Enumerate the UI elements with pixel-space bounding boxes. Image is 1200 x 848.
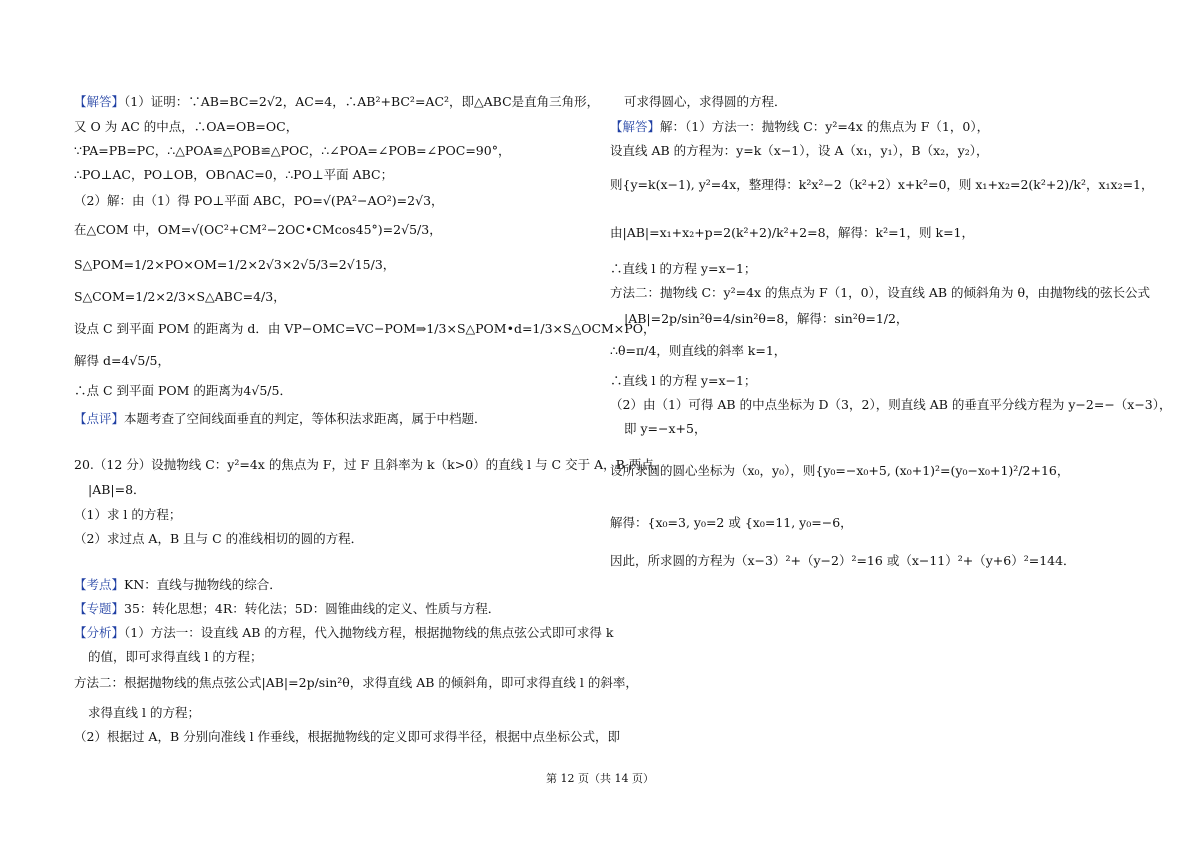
analysis-line: 【分析】（1）方法一：设直线 AB 的方程，代入抛物线方程，根据抛物线的焦点弦公式即可求得 k (74, 625, 614, 640)
text-line: 解得：{x₀=3, y₀=2 或 {x₀=11, y₀=−6， (610, 515, 853, 530)
knowledge-tag: 【考点】 (74, 577, 125, 592)
page-footer: 第 12 页（共 14 页） (546, 772, 654, 785)
text-line: |AB|=2p/sin²θ=4/sin²θ=8，解得：sin²θ=1/2， (624, 311, 909, 326)
text-line: 方法二：根据抛物线的焦点弦公式|AB|=2p/sin²θ，求得直线 AB 的倾斜角，即可求得直线 l 的斜率， (74, 675, 638, 690)
text-line: （2）根据过 A，B 分别向准线 l 作垂线，根据抛物线的定义即可求得半径，根据中点坐标公式，即 (74, 729, 621, 744)
text-line: S△POM=1/2×PO×OM=1/2×2√3×2√5/3=2√15/3， (74, 257, 396, 272)
text-line: 因此，所求圆的方程为（x−3）²+（y−2）²=16 或（x−11）²+（y+6）²=144． (610, 553, 1076, 568)
text-line: 即 y=−x+5， (624, 421, 707, 436)
question-20: 20.（12 分）设抛物线 C：y²=4x 的焦点为 F，过 F 且斜率为 k（k>0）的直线 l 与 C 交于 A，B 两点， (74, 457, 667, 472)
text-line: S△COM=1/2×2/3×S△ABC=4/3， (74, 289, 286, 304)
text-line: ∴点 C 到平面 POM 的距离为4√5/5． (74, 383, 292, 398)
answer-tag: 【解答】 (610, 119, 661, 134)
knowledge-point-line: 【考点】KN：直线与抛物线的综合． (74, 577, 282, 592)
question-20-ab: |AB|=8． (88, 482, 146, 497)
text-line: 又 O 为 AC 的中点，∴OA=OB=OC， (74, 119, 299, 134)
text-line: （2）由（1）可得 AB 的中点坐标为 D（3，2），则直线 AB 的垂直平分线方程为 y−2=−（x−3）， (610, 397, 1172, 412)
topic-line: 【专题】35：转化思想；4R：转化法；5D：圆锥曲线的定义、性质与方程． (74, 601, 501, 616)
comment-line: 【点评】本题考查了空间线面垂直的判定，等体积法求距离，属于中档题． (74, 411, 487, 426)
text-line: ∴直线 l 的方程 y=x−1； (610, 261, 757, 276)
answer-tag: 【解答】 (74, 94, 125, 109)
question-part-1: （1）求 l 的方程； (74, 507, 182, 522)
text-line: 方法二：抛物线 C：y²=4x 的焦点为 F（1，0），设直线 AB 的倾斜角为 θ，由抛物线的弦长公式 (610, 285, 1151, 300)
topic-tag: 【专题】 (74, 601, 125, 616)
text-line: 设所求圆的圆心坐标为（x₀，y₀），则{y₀=−x₀+5, (x₀+1)²=(y₀−x₀+1)²/2+16， (610, 463, 1070, 478)
text-line: 设直线 AB 的方程为：y=k（x−1），设 A（x₁，y₁），B（x₂，y₂）， (610, 143, 989, 158)
text-line: 由|AB|=x₁+x₂+p=2(k²+2)/k²+2=8，解得：k²=1，则 k=1， (610, 225, 975, 240)
text-line: 求得直线 l 的方程； (88, 705, 200, 720)
text-line: ∵PA=PB=PC，∴△POA≌△POB≌△POC，∴∠POA=∠POB=∠POC=90°， (74, 143, 511, 158)
text-line: ∴直线 l 的方程 y=x−1； (610, 373, 757, 388)
text-line: 设点 C 到平面 POM 的距离为 d．由 VP−OMC=VC−POM⇒1/3×S△POM•d=1/3×S△OCM×PO， (74, 321, 656, 336)
text-line: 可求得圆心，求得圆的方程． (624, 94, 787, 109)
text-line: 解得 d=4√5/5， (74, 353, 170, 368)
comment-tag: 【点评】 (74, 411, 125, 426)
text-line: ∴PO⊥AC，PO⊥OB，OB∩AC=0，∴PO⊥平面 ABC； (74, 167, 394, 182)
analysis-tag: 【分析】 (74, 625, 125, 640)
text-line: 则{y=k(x−1), y²=4x，整理得：k²x²−2（k²+2）x+k²=0，则 x₁+x₂=2(k²+2)/k²，x₁x₂=1， (610, 177, 1154, 192)
text-line: 在△COM 中，OM=√(OC²+CM²−2OC•CMcos45°)=2√5/3， (74, 222, 442, 237)
text-line: ∴θ=π/4，则直线的斜率 k=1， (610, 343, 787, 358)
answer-line: 【解答】（1）证明：∵AB=BC=2√2，AC=4，∴AB²+BC²=AC²，即△ABC是直角三角形， (74, 94, 600, 109)
text-line: （2）解：由（1）得 PO⊥平面 ABC，PO=√(PA²−AO²)=2√3， (74, 193, 444, 208)
question-part-2: （2）求过点 A，B 且与 C 的准线相切的圆的方程． (74, 531, 364, 546)
answer-line: 【解答】解：（1）方法一：抛物线 C：y²=4x 的焦点为 F（1，0）， (610, 119, 990, 134)
text-line: 的值，即可求得直线 l 的方程； (88, 649, 263, 664)
